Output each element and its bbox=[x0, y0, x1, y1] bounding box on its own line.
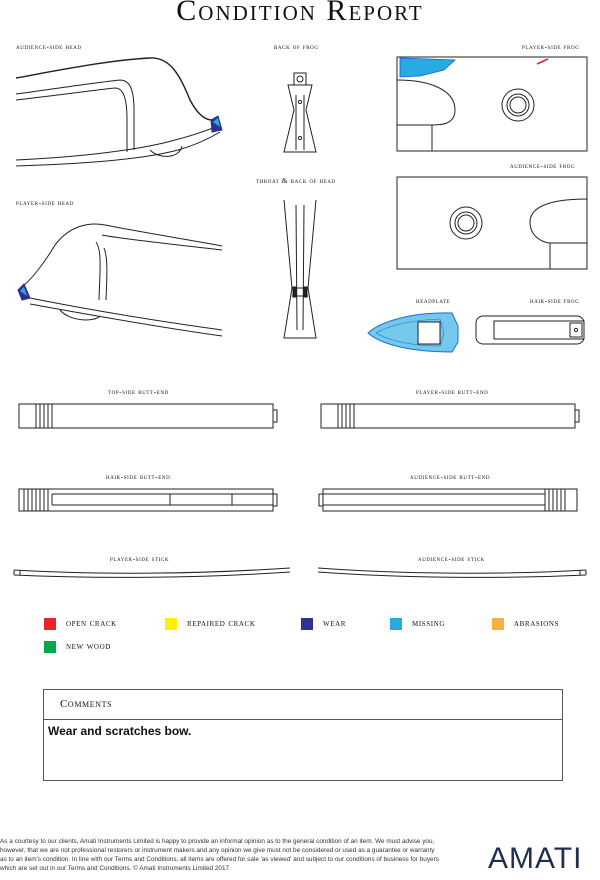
legend-new-wood bbox=[44, 641, 111, 653]
label-audience-side-butt-end: audience-side butt-end bbox=[410, 472, 491, 481]
comments-text[interactable]: Wear and scratches bow. bbox=[48, 724, 192, 738]
legend-wear bbox=[301, 618, 346, 630]
label-player-side-frog: player-side frog bbox=[522, 42, 580, 51]
label-hair-side-butt-end: hair-side butt-end bbox=[106, 472, 171, 481]
legend-swatch bbox=[390, 618, 402, 630]
label-hair-side-frog: hair-side frog bbox=[530, 296, 580, 305]
label-back-of-frog: back of frog bbox=[274, 42, 319, 51]
legend-label: missing bbox=[412, 619, 445, 629]
legend-missing bbox=[390, 618, 445, 630]
comments-heading: Comments bbox=[44, 690, 562, 720]
label-player-side-head: player-side head bbox=[16, 198, 74, 207]
throat-back-of-head-drawing bbox=[284, 200, 316, 338]
player-side-frog-drawing bbox=[397, 57, 587, 151]
label-audience-side-head: audience-side head bbox=[16, 42, 82, 51]
audience-side-head-drawing bbox=[16, 58, 222, 166]
legend-label: wear bbox=[323, 619, 347, 629]
legend-swatch bbox=[165, 618, 177, 630]
disclaimer-text: As a courtesy to our clients, Amati Instruments Limited is happy to provide an informal opinion as to the general condition of an item. We must advise you, however, that we are not professional restorers or instrument makers and any opinion we give must not be considered or used as a guarantee or warranty as to an item's condition. In line with our Terms and Conditions, all items are offered for sale 'as viewed' and subject to our conditions of business for buyers which are set out in our Terms and Conditions. © Amati Instruments Limited 2017 bbox=[0, 838, 439, 872]
back-of-frog-drawing bbox=[284, 73, 316, 152]
audience-side-frog-drawing bbox=[397, 177, 587, 269]
comments-box bbox=[43, 689, 563, 781]
label-top-side-butt-end: top-side butt-end bbox=[108, 387, 169, 396]
label-player-side-stick: player-side stick bbox=[110, 554, 170, 563]
label-headplate: headplate bbox=[416, 296, 451, 305]
legend-label: abrasions bbox=[514, 619, 560, 629]
audience-side-stick-drawing bbox=[318, 568, 586, 577]
hair-side-frog-drawing bbox=[476, 316, 584, 344]
legend-swatch bbox=[44, 618, 56, 630]
label-audience-side-stick: audience-side stick bbox=[418, 554, 485, 563]
legend-label: repaired crack bbox=[187, 619, 256, 629]
player-side-butt-end-drawing bbox=[321, 404, 579, 428]
amati-logo: AMATI bbox=[488, 842, 583, 875]
top-side-butt-end-drawing bbox=[19, 404, 277, 428]
legend-swatch bbox=[301, 618, 313, 630]
legend-open-crack bbox=[44, 618, 117, 630]
legend-abrasions bbox=[492, 618, 559, 630]
page-title: Condition Report bbox=[176, 0, 424, 27]
legend-swatch bbox=[44, 641, 56, 653]
legend-label: new wood bbox=[66, 642, 111, 652]
label-throat-back-of-head: throat & back of head bbox=[256, 176, 336, 185]
legend-repaired-crack bbox=[165, 618, 255, 630]
label-player-side-butt-end: player-side butt-end bbox=[416, 387, 489, 396]
audience-side-butt-end-drawing bbox=[319, 489, 577, 511]
legend-label: open crack bbox=[66, 619, 117, 629]
headplate-drawing bbox=[368, 313, 458, 352]
player-side-head-drawing bbox=[18, 224, 222, 336]
hair-side-butt-end-drawing bbox=[19, 489, 277, 511]
player-side-stick-drawing bbox=[14, 568, 290, 577]
label-audience-side-frog: audience-side frog bbox=[510, 161, 576, 170]
legend-swatch bbox=[492, 618, 504, 630]
